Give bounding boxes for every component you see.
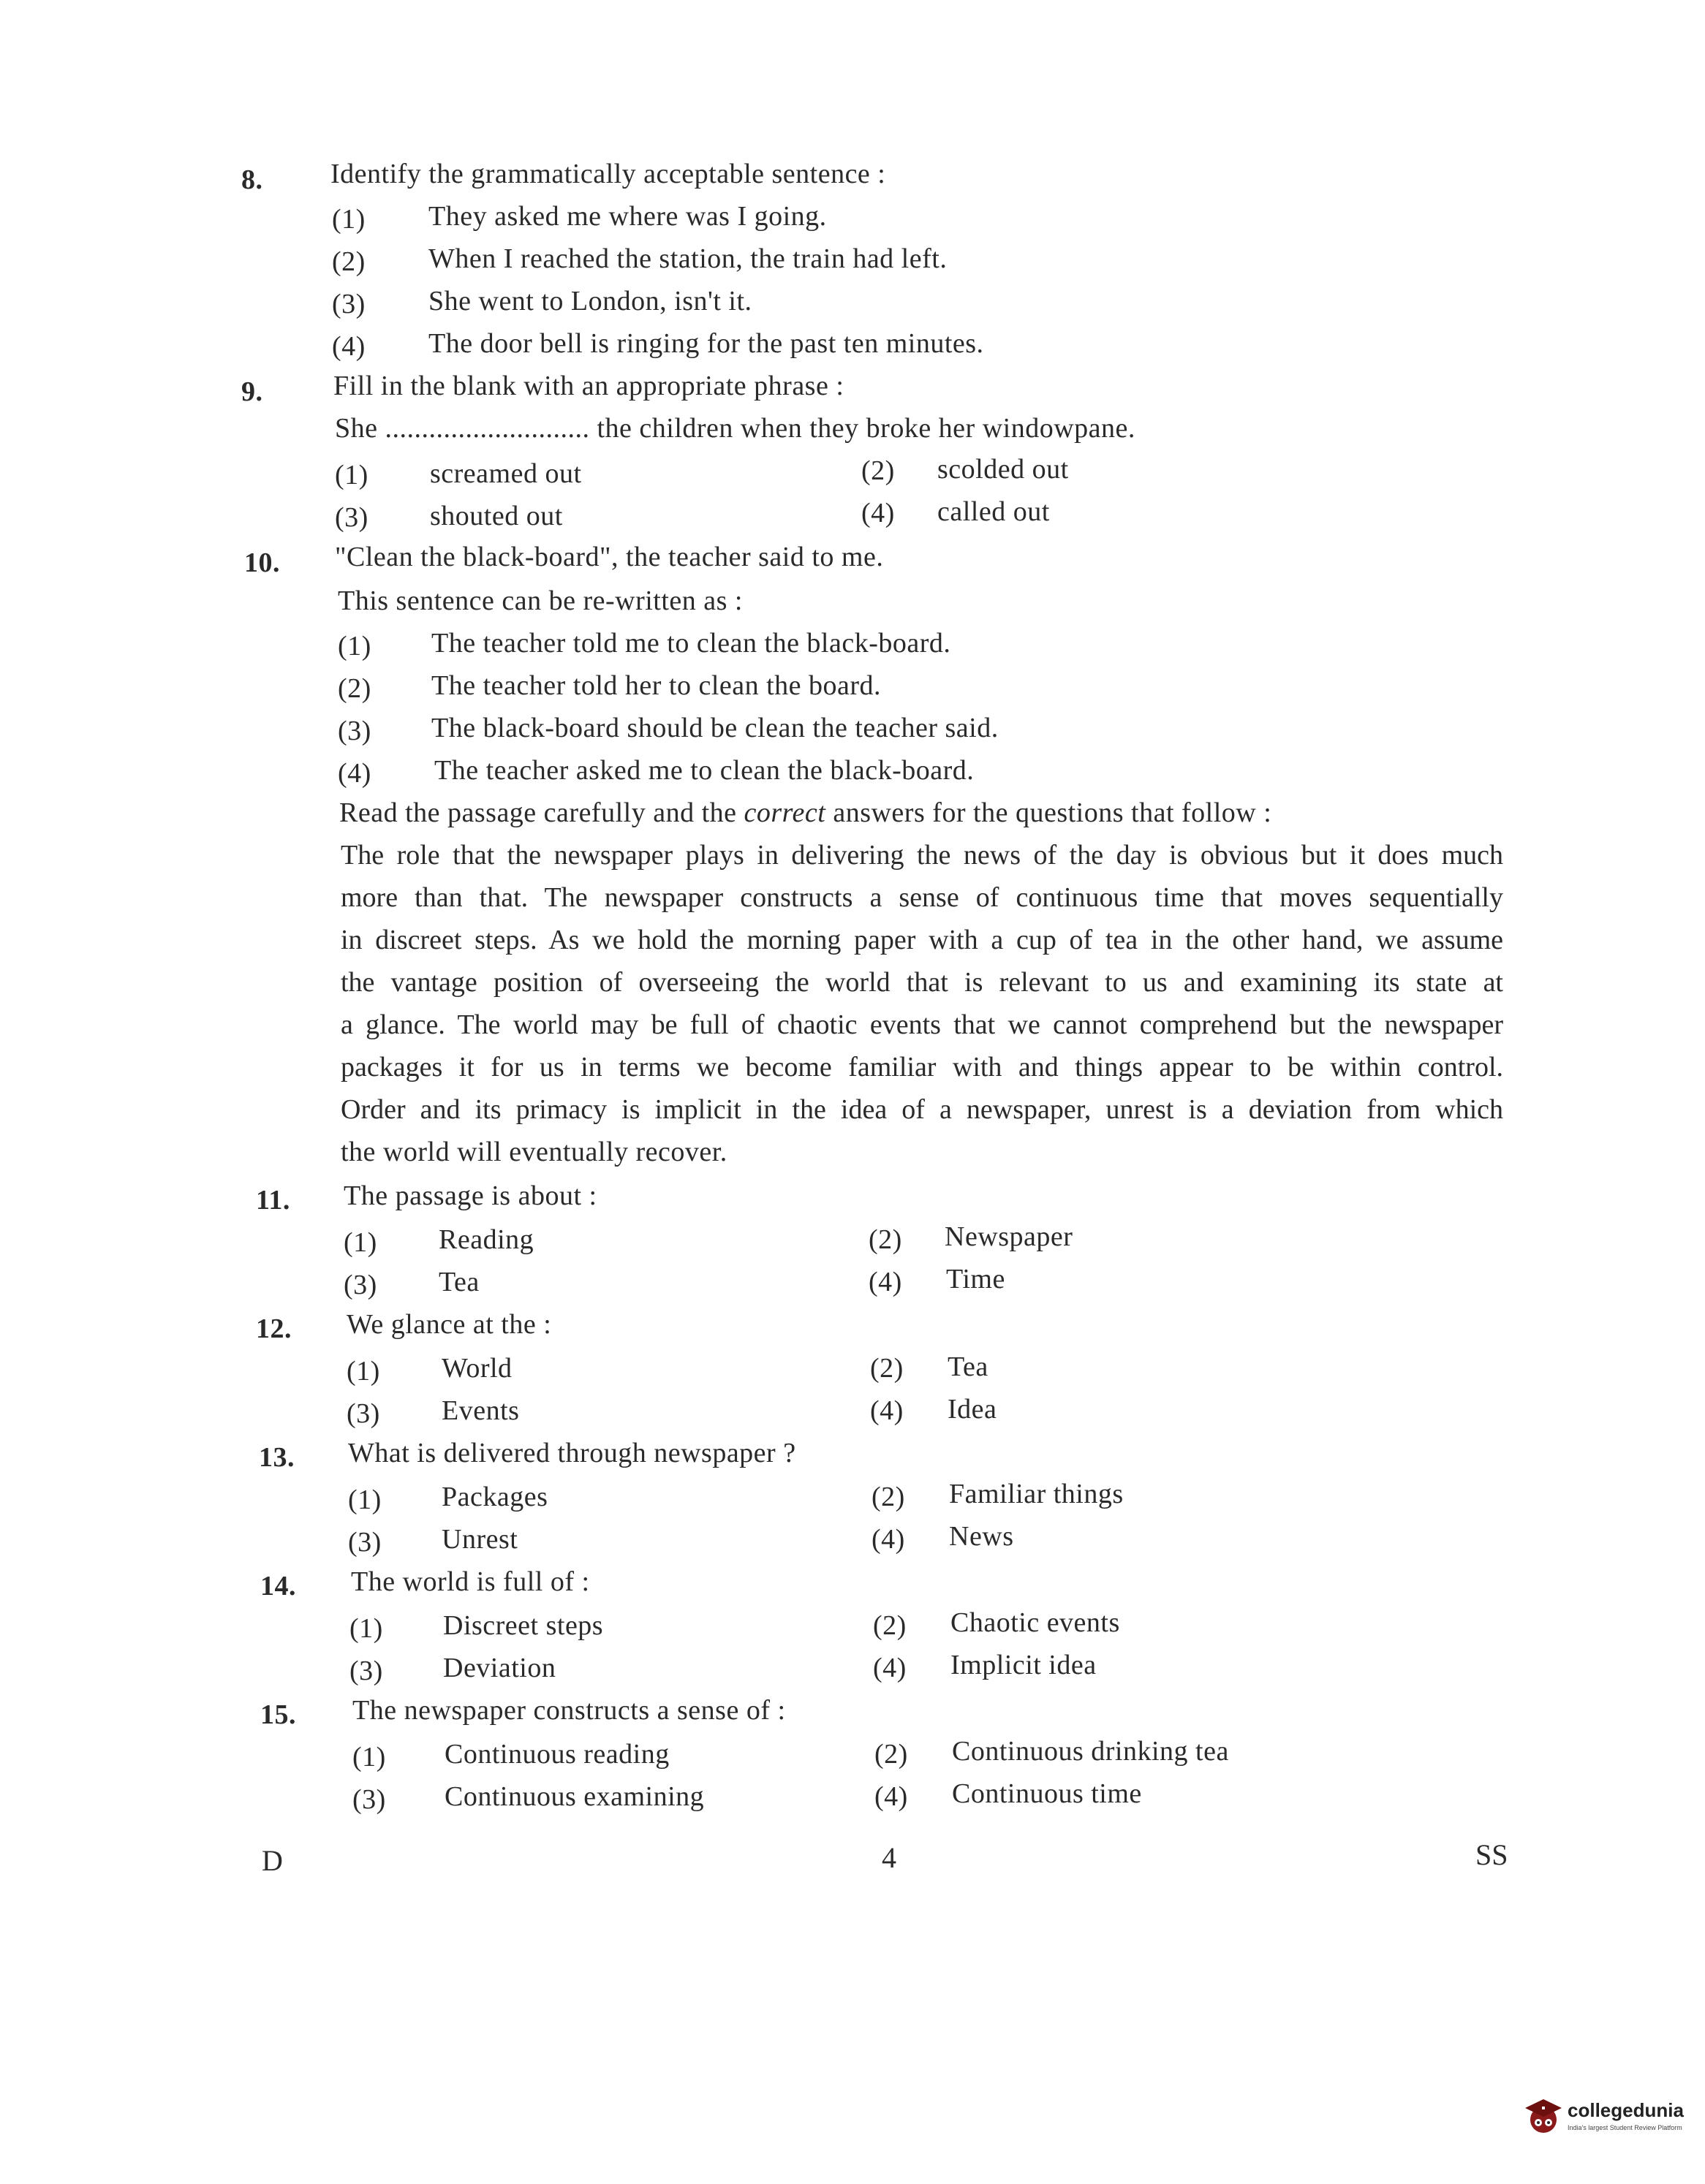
question-9-prompt: Fill in the blank with an appropriate phrase : <box>333 371 844 401</box>
option-label: (1) <box>344 1227 377 1258</box>
option-label: (4) <box>332 331 366 362</box>
question-13-number: 13. <box>259 1442 295 1473</box>
footer-page-number: 4 <box>882 1841 896 1874</box>
question-10-prompt: "Clean the black-board", the teacher said to me. <box>335 542 884 572</box>
option-text: Packages <box>442 1482 548 1512</box>
question-10-number: 10. <box>244 547 280 578</box>
option-label: (3) <box>335 502 368 533</box>
option-label: (2) <box>873 1610 907 1641</box>
option-label: (1) <box>338 631 371 661</box>
question-12-number: 12. <box>256 1313 292 1344</box>
option-text: Continuous reading <box>445 1739 670 1770</box>
option-label: (2) <box>872 1482 905 1512</box>
option-label: (1) <box>349 1613 383 1644</box>
passage-instruction <box>339 795 1271 830</box>
option-text: She went to London, isn't it. <box>428 286 752 316</box>
passage-line: a glance. The world may be full of chaotic events that we cannot comprehend but the newspaper <box>341 1009 1503 1040</box>
option-label: (4) <box>870 1395 904 1426</box>
option-text: World <box>442 1353 513 1384</box>
option-label: (2) <box>874 1739 908 1770</box>
passage-last-line: the world will eventually recover. <box>341 1137 727 1167</box>
option-text: Tea <box>948 1351 988 1382</box>
passage-line: in discreet steps. As we hold the morning paper with a cup of tea in the other hand, we assume <box>341 925 1503 955</box>
option-text: Deviation <box>443 1653 556 1683</box>
option-text: The door bell is ringing for the past ten minutes. <box>428 328 984 359</box>
option-text: Chaotic events <box>950 1607 1120 1638</box>
footer-series-code: SS <box>1475 1838 1508 1871</box>
option-text: Idea <box>948 1394 997 1425</box>
option-text: Continuous drinking tea <box>952 1736 1229 1767</box>
option-text: The teacher told her to clean the board. <box>431 670 882 701</box>
logo-brand-text: collegedunia <box>1568 2099 1684 2121</box>
option-label: (3) <box>332 289 366 319</box>
question-15-prompt: The newspaper constructs a sense of : <box>352 1695 786 1726</box>
option-label: (1) <box>347 1356 380 1387</box>
logo-tagline: India's largest Student Review Platform <box>1568 2124 1682 2131</box>
option-text: Newspaper <box>945 1221 1073 1252</box>
option-text: The black-board should be clean the teacher said. <box>431 713 999 743</box>
option-text: Reading <box>439 1224 534 1255</box>
question-14-number: 14. <box>260 1571 296 1601</box>
option-text: They asked me where was I going. <box>428 201 827 232</box>
option-text: The teacher asked me to clean the black-board. <box>434 755 975 786</box>
option-label: (4) <box>869 1267 902 1297</box>
question-8-number: 8. <box>241 164 263 195</box>
passage-instruction-end: answers for the questions that follow : <box>825 797 1272 828</box>
option-text: Familiar things <box>949 1479 1124 1509</box>
option-label: (4) <box>861 498 895 528</box>
graduate-cap-icon <box>1522 2095 1565 2137</box>
passage-line: Order and its primacy is implicit in the idea of a newspaper, unrest is a deviation from which <box>341 1094 1503 1125</box>
passage-instruction-italic: correct <box>744 797 826 828</box>
footer-booklet-code: D <box>262 1844 283 1877</box>
option-label: (1) <box>335 460 368 490</box>
option-label: (2) <box>861 455 895 486</box>
option-label: (2) <box>338 673 371 704</box>
question-12-prompt: We glance at the : <box>347 1309 552 1340</box>
option-text: called out <box>937 496 1050 527</box>
question-14-prompt: The world is full of : <box>351 1566 590 1597</box>
passage-line: more than that. The newspaper constructs a sense of continuous time that moves sequentially <box>341 882 1503 913</box>
question-13-prompt: What is delivered through newspaper ? <box>348 1438 796 1468</box>
question-11-number: 11. <box>256 1185 290 1216</box>
option-label: (2) <box>869 1224 902 1255</box>
question-10-subprompt: This sentence can be re-written as : <box>338 585 743 616</box>
option-label: (1) <box>352 1742 386 1772</box>
question-9-number: 9. <box>241 376 263 407</box>
option-label: (4) <box>873 1653 907 1683</box>
collegedunia-logo <box>1522 2092 1698 2158</box>
option-text: Continuous time <box>952 1778 1142 1809</box>
option-text: The teacher told me to clean the black-board. <box>431 628 951 659</box>
option-label: (4) <box>338 758 371 789</box>
option-label: (2) <box>870 1353 904 1384</box>
passage-instruction-start: Read the passage carefully and the <box>339 797 744 828</box>
option-label: (2) <box>332 246 366 277</box>
option-text: Events <box>442 1395 520 1426</box>
option-label: (3) <box>348 1527 382 1558</box>
option-text: News <box>949 1521 1014 1552</box>
option-text: scolded out <box>937 454 1069 485</box>
option-text: Discreet steps <box>443 1610 604 1641</box>
option-label: (3) <box>347 1398 380 1429</box>
option-text: Implicit idea <box>950 1650 1097 1680</box>
question-15-number: 15. <box>260 1699 296 1730</box>
option-label: (3) <box>352 1784 386 1815</box>
question-8-prompt: Identify the grammatically acceptable sentence : <box>330 159 886 189</box>
option-label: (4) <box>874 1781 908 1812</box>
option-text: When I reached the station, the train had left. <box>428 243 948 274</box>
option-label: (3) <box>349 1656 383 1686</box>
option-text: Tea <box>439 1267 480 1297</box>
option-text: Unrest <box>442 1524 518 1555</box>
passage-line: the vantage position of overseeing the world that is relevant to us and examining its state at <box>341 967 1503 998</box>
option-label: (3) <box>344 1270 377 1300</box>
option-text: Continuous examining <box>445 1781 705 1812</box>
passage-line: packages it for us in terms we become familiar with and things appear to be within control. <box>341 1052 1503 1082</box>
option-label: (3) <box>338 716 371 746</box>
question-11-prompt: The passage is about : <box>344 1180 597 1211</box>
option-label: (1) <box>348 1485 382 1515</box>
question-9-sentence: She ............................ the children when they broke her windowpane. <box>335 413 1135 444</box>
passage-line: The role that the newspaper plays in delivering the news of the day is obvious but it does much <box>341 840 1503 871</box>
option-label: (4) <box>872 1524 905 1555</box>
option-text: shouted out <box>430 501 563 531</box>
option-label: (1) <box>332 204 366 235</box>
option-text: Time <box>946 1264 1005 1294</box>
option-text: screamed out <box>430 458 582 489</box>
